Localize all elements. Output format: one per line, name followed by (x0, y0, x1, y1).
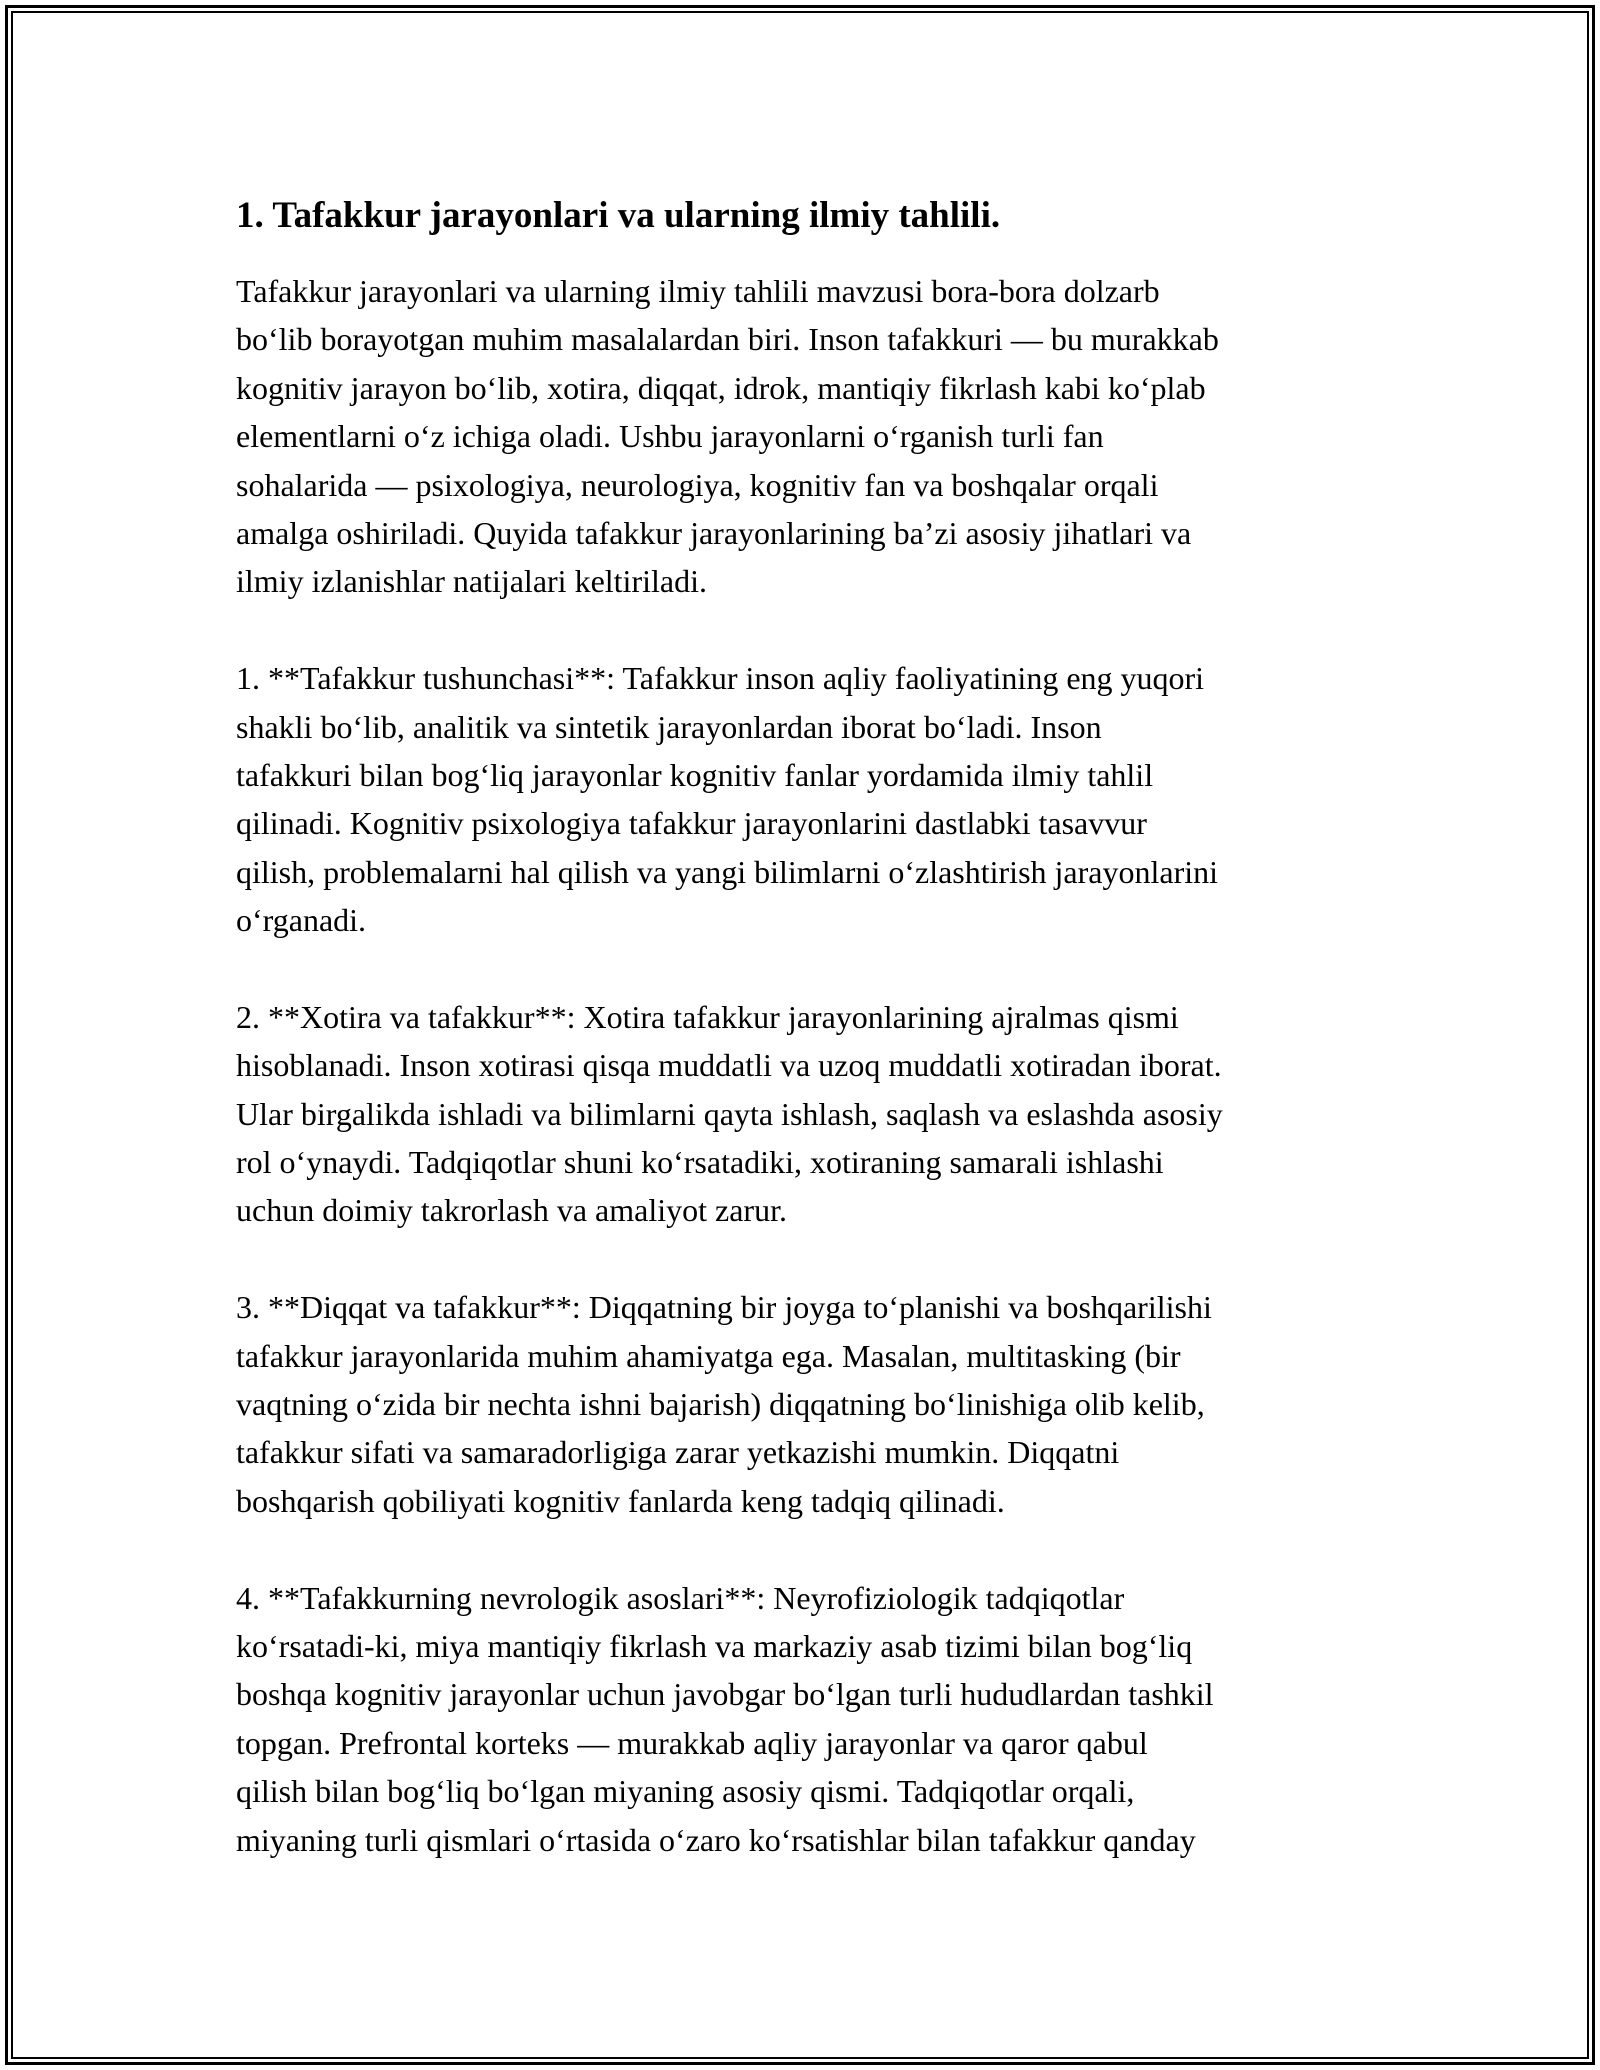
text-line: tafakkuri bilan bog‘liq jarayonlar kognitiv fanlar yordamida ilmiy tahlil (236, 756, 1154, 793)
text-line: topgan. Prefrontal korteks — murakkab aqliy jarayonlar va qaror qabul (236, 1724, 1148, 1761)
paragraph-item-2 (236, 993, 1366, 1235)
text-line: o‘rganadi. (236, 902, 367, 939)
text-line: Ular birgalikda ishladi va bilimlarni qayta ishlash, saqlash va eslashda asosiy (236, 1095, 1223, 1132)
text-line: uchun doimiy takrorlash va amaliyot zarur. (236, 1192, 787, 1229)
text-line: Tafakkur jarayonlari va ularning ilmiy tahlili mavzusi bora-bora dolzarb (236, 273, 1160, 309)
text-line: shakli bo‘lib, analitik va sintetik jarayonlardan iborat bo‘ladi. Inson (236, 708, 1102, 745)
text-line: tafakkur sifati va samaradorligiga zarar yetkazishi mumkin. Diqqatni (236, 1434, 1120, 1471)
paragraph-spacer (236, 1525, 1366, 1573)
paragraph-item-1 (236, 654, 1366, 944)
paragraph-item-4 (236, 1574, 1366, 1864)
text-line: elementlarni o‘z ichiga oladi. Ushbu jarayonlarni o‘rganish turli fan (236, 418, 1104, 455)
paragraph-spacer (236, 944, 1366, 992)
paragraph-spacer (236, 606, 1366, 654)
text-line: qilish, problemalarni hal qilish va yangi bilimlarni o‘zlashtirish jarayonlarini (236, 853, 1218, 890)
text-line: 3. **Diqqat va tafakkur**: Diqqatning bir joyga to‘planishi va boshqarilishi (236, 1289, 1212, 1326)
paragraph-spacer (236, 1235, 1366, 1283)
text-line: rol o‘ynaydi. Tadqiqotlar shuni ko‘rsatadiki, xotiraning samarali ishlashi (236, 1144, 1164, 1181)
text-line: 1. **Tafakkur tushunchasi**: Tafakkur inson aqliy faoliyatining eng yuqori (236, 660, 1205, 697)
text-line: bo‘lib borayotgan muhim masalalardan biri. Inson tafakkuri — bu murakkab (236, 321, 1219, 358)
paragraph-item-3 (236, 1283, 1366, 1525)
text-line: miyaning turli qismlari o‘rtasida o‘zaro ko‘rsatishlar bilan tafakkur qanday (236, 1821, 1196, 1858)
text-line: qilinadi. Kognitiv psixologiya tafakkur jarayonlarini dastlabki tasavvur (236, 805, 1147, 842)
text-line: 4. **Tafakkurning nevrologik asoslari**: Neyrofiziologik tadqiqotlar (236, 1579, 1125, 1616)
text-line: tafakkur jarayonlarida muhim ahamiyatga ega. Masalan, multitasking (bir (236, 1337, 1181, 1374)
text-line: vaqtning o‘zida bir nechta ishni bajarish) diqqatning bo‘linishiga olib kelib, (236, 1385, 1205, 1422)
text-line: amalga oshiriladi. Quyida tafakkur jarayonlarining ba’zi asosiy jihatlari va (236, 514, 1192, 551)
text-line: boshqa kognitiv jarayonlar uchun javobgar bo‘lgan turli hududlardan tashkil (236, 1676, 1214, 1713)
text-line: ilmiy izlanishlar natijalari keltiriladi. (236, 563, 707, 600)
text-line: boshqarish qobiliyati kognitiv fanlarda keng tadqiq qilinadi. (236, 1482, 1005, 1519)
text-line: 2. **Xotira va tafakkur**: Xotira tafakkur jarayonlarining ajralmas qismi (236, 998, 1179, 1035)
document-body (236, 188, 1366, 1864)
paragraph-intro (236, 267, 1366, 606)
text-line: hisoblanadi. Inson xotirasi qisqa muddatli va uzoq muddatli xotiradan iborat. (236, 1047, 1222, 1084)
text-line: sohalarida — psixologiya, neurologiya, kognitiv fan va boshqalar orqali (236, 466, 1159, 503)
document-heading: 1. Tafakkur jarayonlari va ularning ilmiy tahlili. (236, 195, 1001, 236)
text-line: kognitiv jarayon bo‘lib, xotira, diqqat, idrok, mantiqiy fikrlash kabi ko‘plab (236, 369, 1206, 406)
text-line: qilish bilan bog‘liq bo‘lgan miyaning asosiy qismi. Tadqiqotlar orqali, (236, 1773, 1135, 1810)
text-line: ko‘rsatadi-ki, miya mantiqiy fikrlash va markaziy asab tizimi bilan bog‘liq (236, 1627, 1193, 1664)
